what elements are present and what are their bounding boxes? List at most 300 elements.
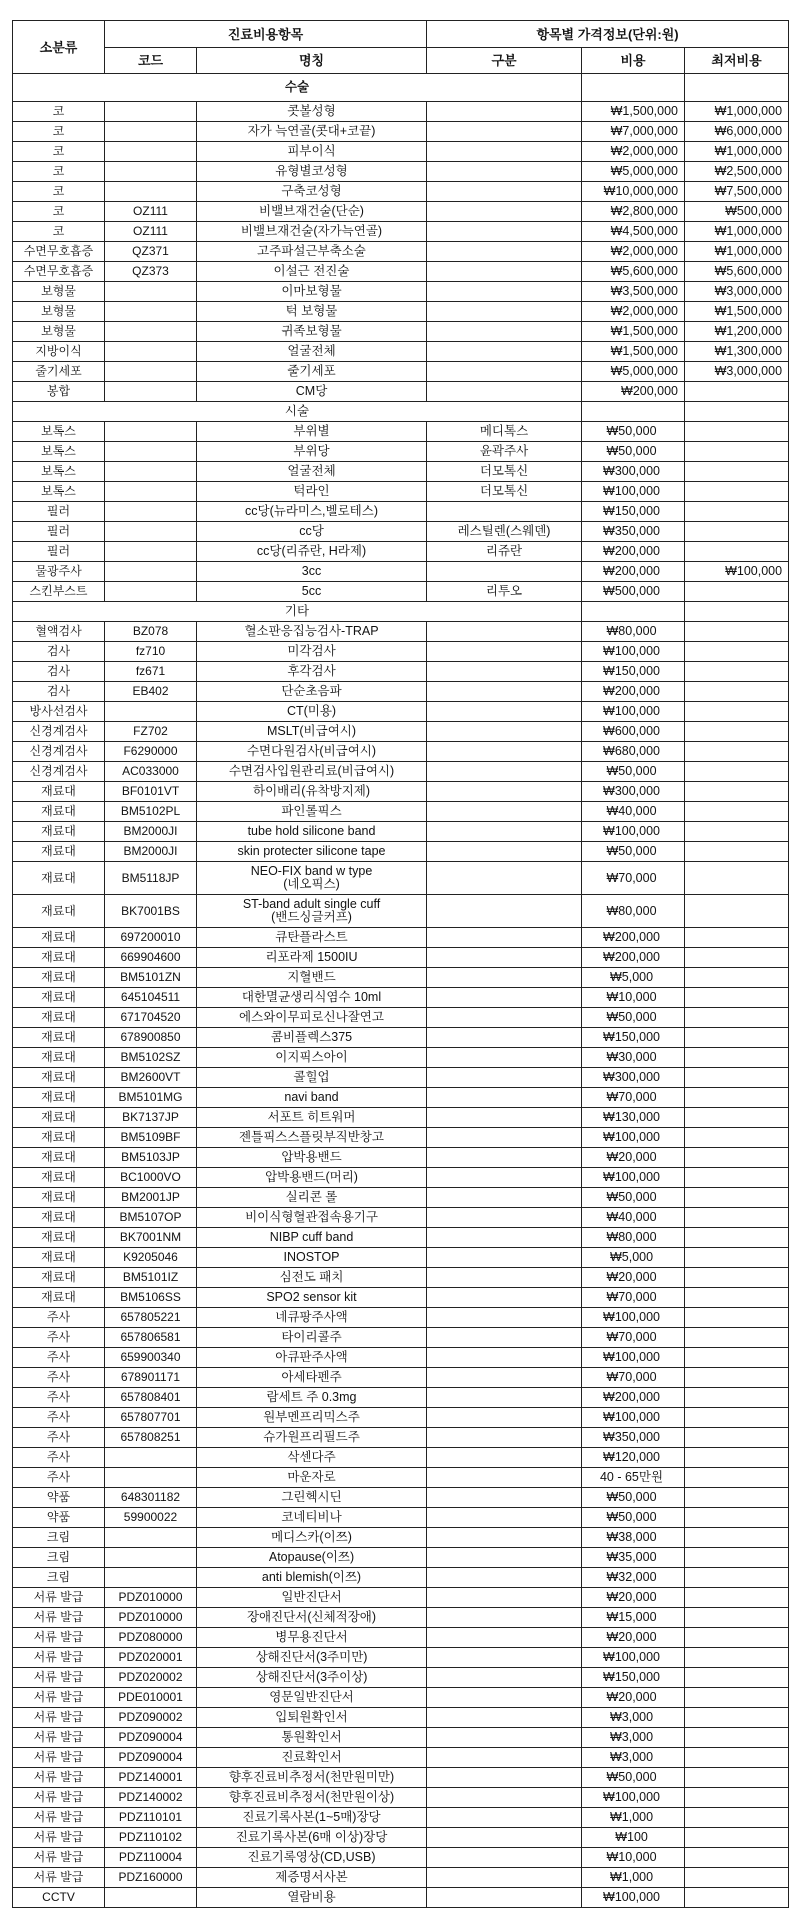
cell-name <box>197 895 427 928</box>
cell-type <box>427 1368 582 1388</box>
table-row <box>13 1688 789 1708</box>
cell-min <box>685 1828 789 1848</box>
cell-subcat: 주사 <box>13 1448 105 1468</box>
cell-min <box>685 482 789 502</box>
table-row <box>13 842 789 862</box>
cell-cost: ₩200,000 <box>582 382 685 402</box>
table-row <box>13 1428 789 1448</box>
cell-min <box>685 1688 789 1708</box>
cell-subcat: 주사 <box>13 1388 105 1408</box>
cell-subcat: 서류 발급 <box>13 1708 105 1728</box>
cell-subcat: 주사 <box>13 1408 105 1428</box>
cell-name: 상해진단서(3주미만) <box>197 1648 427 1668</box>
cell-min <box>685 1568 789 1588</box>
cell-name: 실리콘 롤 <box>197 1188 427 1208</box>
cell-cost <box>582 602 685 622</box>
table-row <box>13 1048 789 1068</box>
cell-type: 메디톡스 <box>427 422 582 442</box>
cell-code: BM2000JI <box>105 822 197 842</box>
cell-cost: ₩300,000 <box>582 1068 685 1088</box>
cell-name: 마운자로 <box>197 1468 427 1488</box>
cell-name: 5cc <box>197 582 427 602</box>
cell-name: 고주파설근부축소술 <box>197 242 427 262</box>
cell-cost: ₩1,500,000 <box>582 322 685 342</box>
cell-cost: ₩50,000 <box>582 1768 685 1788</box>
cell-code: 648301182 <box>105 1488 197 1508</box>
cell-code <box>105 162 197 182</box>
cell-type <box>427 1668 582 1688</box>
cell-min <box>685 988 789 1008</box>
cell-cost: ₩350,000 <box>582 522 685 542</box>
cell-min <box>685 822 789 842</box>
cell-type <box>427 1708 582 1728</box>
cell-type <box>427 1208 582 1228</box>
cell-name: 향후진료비추정서(천만원미만) <box>197 1768 427 1788</box>
cell-name: Atopause(이쯔) <box>197 1548 427 1568</box>
header-type: 구분 <box>427 48 582 74</box>
cell-cost: ₩100,000 <box>582 822 685 842</box>
cell-min <box>685 1448 789 1468</box>
cell-code <box>105 102 197 122</box>
cell-min <box>685 682 789 702</box>
cell-code: BM2001JP <box>105 1188 197 1208</box>
cell-name: 귀족보형물 <box>197 322 427 342</box>
cell-min <box>685 1488 789 1508</box>
cell-code: 697200010 <box>105 928 197 948</box>
cell-cost: ₩100,000 <box>582 1648 685 1668</box>
cell-min <box>685 1388 789 1408</box>
cell-code: 657805221 <box>105 1308 197 1328</box>
cell-type <box>427 1728 582 1748</box>
cell-name: SPO2 sensor kit <box>197 1288 427 1308</box>
cell-subcat: 코 <box>13 182 105 202</box>
table-row <box>13 1368 789 1388</box>
table-row <box>13 382 789 402</box>
cell-min: ₩1,200,000 <box>685 322 789 342</box>
cell-min: ₩1,500,000 <box>685 302 789 322</box>
cell-type <box>427 1768 582 1788</box>
table-row <box>13 1468 789 1488</box>
cell-type <box>427 342 582 362</box>
cell-cost: ₩5,000,000 <box>582 362 685 382</box>
cell-subcat: 재료대 <box>13 1268 105 1288</box>
table-row <box>13 1388 789 1408</box>
cell-min <box>685 948 789 968</box>
cell-name: 제증명서사본 <box>197 1868 427 1888</box>
cell-name: MSLT(비급여시) <box>197 722 427 742</box>
cell-name: 턱라인 <box>197 482 427 502</box>
cell-cost: ₩80,000 <box>582 622 685 642</box>
cell-cost: ₩2,800,000 <box>582 202 685 222</box>
cell-min: ₩6,000,000 <box>685 122 789 142</box>
cell-code: PDZ090004 <box>105 1748 197 1768</box>
table-row <box>13 1308 789 1328</box>
cell-subcat: 주사 <box>13 1468 105 1488</box>
cell-type <box>427 988 582 1008</box>
cell-code: EB402 <box>105 682 197 702</box>
cell-code: PDZ020001 <box>105 1648 197 1668</box>
price-table <box>12 20 789 1908</box>
cell-min <box>685 1588 789 1608</box>
cell-min <box>685 1288 789 1308</box>
cell-name-line2: (네오픽스) <box>283 877 340 891</box>
cell-code: BM5118JP <box>105 862 197 895</box>
cell-type: 더모톡신 <box>427 462 582 482</box>
cell-type <box>427 862 582 895</box>
cell-type <box>427 502 582 522</box>
cell-type <box>427 782 582 802</box>
cell-code <box>105 122 197 142</box>
cell-name: 이설근 전진술 <box>197 262 427 282</box>
cell-name: INOSTOP <box>197 1248 427 1268</box>
cell-subcat: 주사 <box>13 1428 105 1448</box>
cell-subcat: 재료대 <box>13 782 105 802</box>
cell-code: 678900850 <box>105 1028 197 1048</box>
cell-subcat: 크림 <box>13 1568 105 1588</box>
cell-name: 입퇴원확인서 <box>197 1708 427 1728</box>
cell-cost: ₩2,000,000 <box>582 142 685 162</box>
cell-subcat: 신경계검사 <box>13 762 105 782</box>
cell-type <box>427 1868 582 1888</box>
cell-cost: ₩130,000 <box>582 1108 685 1128</box>
cell-code: BM5106SS <box>105 1288 197 1308</box>
cell-code: BM5101ZN <box>105 968 197 988</box>
cell-type <box>427 1128 582 1148</box>
cell-min <box>685 1108 789 1128</box>
cell-min <box>685 1548 789 1568</box>
cell-min <box>685 602 789 622</box>
section-title: 수술 <box>13 74 582 102</box>
cell-code: PDZ140001 <box>105 1768 197 1788</box>
cell-subcat: 수면무호흡증 <box>13 242 105 262</box>
cell-type <box>427 262 582 282</box>
cell-type <box>427 122 582 142</box>
cell-subcat: 재료대 <box>13 842 105 862</box>
cell-cost: ₩80,000 <box>582 1228 685 1248</box>
cell-min <box>685 1168 789 1188</box>
cell-min: ₩1,000,000 <box>685 222 789 242</box>
cell-cost: ₩50,000 <box>582 1188 685 1208</box>
cell-cost: ₩100 <box>582 1828 685 1848</box>
table-row <box>13 202 789 222</box>
table-row <box>13 1248 789 1268</box>
cell-code: BZ078 <box>105 622 197 642</box>
cell-code: fz671 <box>105 662 197 682</box>
cell-subcat: 보형물 <box>13 322 105 342</box>
cell-min <box>685 1328 789 1348</box>
cell-name: 이마보형물 <box>197 282 427 302</box>
cell-code <box>105 322 197 342</box>
table-row <box>13 1168 789 1188</box>
cell-type <box>427 1548 582 1568</box>
cell-min <box>685 1748 789 1768</box>
table-row <box>13 482 789 502</box>
cell-cost: ₩100,000 <box>582 1408 685 1428</box>
cell-cost: ₩20,000 <box>582 1148 685 1168</box>
cell-type <box>427 1808 582 1828</box>
table-row <box>13 1088 789 1108</box>
cell-type <box>427 1488 582 1508</box>
cell-code <box>105 142 197 162</box>
cell-name: 비이식형혈관접속용기구 <box>197 1208 427 1228</box>
cell-name: NIBP cuff band <box>197 1228 427 1248</box>
cell-name: 비밸브재건술(자가늑연골) <box>197 222 427 242</box>
cell-code: K9205046 <box>105 1248 197 1268</box>
cell-min <box>685 1628 789 1648</box>
cell-type <box>427 282 582 302</box>
cell-cost: ₩200,000 <box>582 562 685 582</box>
cell-name: 열람비용 <box>197 1888 427 1908</box>
cell-name: 젠틀픽스스플릿부직반창고 <box>197 1128 427 1148</box>
cell-subcat: 코 <box>13 222 105 242</box>
cell-type <box>427 1108 582 1128</box>
cell-name: 진료확인서 <box>197 1748 427 1768</box>
cell-code <box>105 1528 197 1548</box>
cell-code: BM5109BF <box>105 1128 197 1148</box>
cell-subcat: 재료대 <box>13 1188 105 1208</box>
cell-min <box>685 522 789 542</box>
cell-cost: ₩3,000 <box>582 1748 685 1768</box>
cell-min <box>685 1468 789 1488</box>
cell-cost: ₩200,000 <box>582 948 685 968</box>
cell-name: 수면다원검사(비급여시) <box>197 742 427 762</box>
cell-code: BM5101IZ <box>105 1268 197 1288</box>
cell-name: 심전도 패치 <box>197 1268 427 1288</box>
cell-cost: ₩3,000 <box>582 1708 685 1728</box>
cell-cost: ₩50,000 <box>582 842 685 862</box>
cell-cost: ₩1,500,000 <box>582 102 685 122</box>
cell-subcat: 재료대 <box>13 928 105 948</box>
cell-code: BM2000JI <box>105 842 197 862</box>
cell-name: 진료기록사본(6매 이상)장당 <box>197 1828 427 1848</box>
table-row <box>13 1588 789 1608</box>
cell-cost: ₩100,000 <box>582 1308 685 1328</box>
cell-min <box>685 1048 789 1068</box>
cell-min <box>685 782 789 802</box>
cell-cost <box>582 402 685 422</box>
cell-subcat: 재료대 <box>13 1208 105 1228</box>
header-row-2 <box>13 48 789 74</box>
cell-cost: ₩680,000 <box>582 742 685 762</box>
table-row <box>13 662 789 682</box>
table-row <box>13 1228 789 1248</box>
table-row <box>13 622 789 642</box>
cell-code <box>105 282 197 302</box>
cell-subcat: 재료대 <box>13 1128 105 1148</box>
cell-code: BM5103JP <box>105 1148 197 1168</box>
table-row <box>13 782 789 802</box>
table-row <box>13 1028 789 1048</box>
cell-cost: ₩100,000 <box>582 1128 685 1148</box>
cell-type <box>427 1788 582 1808</box>
cell-subcat: 신경계검사 <box>13 722 105 742</box>
table-row <box>13 1548 789 1568</box>
cell-min <box>685 895 789 928</box>
cell-code: BM5107OP <box>105 1208 197 1228</box>
table-row <box>13 895 789 928</box>
cell-name: 큐탄플라스트 <box>197 928 427 948</box>
cell-name: cc당(리쥬란, H라제) <box>197 542 427 562</box>
table-row <box>13 1128 789 1148</box>
cell-code <box>105 1448 197 1468</box>
cell-type <box>427 1348 582 1368</box>
cell-subcat: 지방이식 <box>13 342 105 362</box>
table-row <box>13 262 789 282</box>
cell-name: 비밸브재건술(단순) <box>197 202 427 222</box>
cell-subcat: 재료대 <box>13 1008 105 1028</box>
cell-name: 후각검사 <box>197 662 427 682</box>
cell-subcat: 서류 발급 <box>13 1768 105 1788</box>
table-row <box>13 282 789 302</box>
cell-subcat: 재료대 <box>13 1228 105 1248</box>
table-row <box>13 1788 789 1808</box>
table-row <box>13 1628 789 1648</box>
cell-subcat: 서류 발급 <box>13 1688 105 1708</box>
cell-min: ₩1,300,000 <box>685 342 789 362</box>
table-row <box>13 1568 789 1588</box>
table-row <box>13 968 789 988</box>
cell-code: PDZ140002 <box>105 1788 197 1808</box>
cell-subcat: 크림 <box>13 1528 105 1548</box>
cell-type <box>427 1008 582 1028</box>
cell-cost: ₩40,000 <box>582 802 685 822</box>
cell-min <box>685 1268 789 1288</box>
cell-name: 수면검사입원관리료(비급여시) <box>197 762 427 782</box>
cell-code <box>105 562 197 582</box>
cell-subcat: 서류 발급 <box>13 1828 105 1848</box>
cell-type <box>427 382 582 402</box>
cell-subcat: 서류 발급 <box>13 1608 105 1628</box>
cell-name: 3cc <box>197 562 427 582</box>
cell-min <box>685 1228 789 1248</box>
cell-type <box>427 1088 582 1108</box>
cell-type <box>427 1308 582 1328</box>
cell-type <box>427 1628 582 1648</box>
cell-subcat: 재료대 <box>13 1168 105 1188</box>
cell-cost: ₩38,000 <box>582 1528 685 1548</box>
cell-min <box>685 862 789 895</box>
table-row <box>13 322 789 342</box>
cell-code: AC033000 <box>105 762 197 782</box>
cell-min: ₩2,500,000 <box>685 162 789 182</box>
cell-min <box>685 928 789 948</box>
cell-type <box>427 802 582 822</box>
cell-type <box>427 642 582 662</box>
cell-min: ₩1,000,000 <box>685 242 789 262</box>
cell-subcat: 서류 발급 <box>13 1868 105 1888</box>
cell-code: BF0101VT <box>105 782 197 802</box>
cell-name: 아큐판주사액 <box>197 1348 427 1368</box>
cell-min <box>685 1608 789 1628</box>
cell-subcat: 검사 <box>13 662 105 682</box>
cell-name: tube hold silicone band <box>197 822 427 842</box>
cell-type <box>427 1328 582 1348</box>
cell-code <box>105 1468 197 1488</box>
cell-type <box>427 222 582 242</box>
cell-code: QZ373 <box>105 262 197 282</box>
cell-cost: ₩5,600,000 <box>582 262 685 282</box>
cell-min <box>685 1148 789 1168</box>
cell-name: navi band <box>197 1088 427 1108</box>
cell-type <box>427 1248 582 1268</box>
cell-min <box>685 1788 789 1808</box>
table-row <box>13 1188 789 1208</box>
cell-min <box>685 1648 789 1668</box>
header-cost: 비용 <box>582 48 685 74</box>
cell-code: 657807701 <box>105 1408 197 1428</box>
cell-subcat: 신경계검사 <box>13 742 105 762</box>
cell-cost: ₩5,000,000 <box>582 162 685 182</box>
cell-subcat: 재료대 <box>13 1068 105 1088</box>
cell-name: 하이배리(유착방지제) <box>197 782 427 802</box>
cell-type <box>427 948 582 968</box>
table-row <box>13 1408 789 1428</box>
cell-cost: ₩30,000 <box>582 1048 685 1068</box>
cell-subcat: 방사선검사 <box>13 702 105 722</box>
cell-min <box>685 802 789 822</box>
table-row <box>13 362 789 382</box>
cell-cost: ₩7,000,000 <box>582 122 685 142</box>
cell-type <box>427 1168 582 1188</box>
table-row <box>13 1068 789 1088</box>
cell-name: 압박용밴드(머리) <box>197 1168 427 1188</box>
table-row <box>13 822 789 842</box>
cell-subcat: 코 <box>13 162 105 182</box>
header-row-1 <box>13 21 789 48</box>
cell-code: PDZ110101 <box>105 1808 197 1828</box>
cell-cost: ₩200,000 <box>582 928 685 948</box>
cell-type <box>427 1508 582 1528</box>
cell-name: 코네티비나 <box>197 1508 427 1528</box>
header-subcat: 소분류 <box>13 21 105 74</box>
cell-name: CM당 <box>197 382 427 402</box>
cell-cost: ₩5,000 <box>582 1248 685 1268</box>
cell-code <box>105 382 197 402</box>
cell-min <box>685 502 789 522</box>
cell-min <box>685 1248 789 1268</box>
table-row <box>13 302 789 322</box>
cell-type <box>427 1528 582 1548</box>
cell-subcat: 재료대 <box>13 1088 105 1108</box>
cell-code: 678901171 <box>105 1368 197 1388</box>
cell-subcat: 봉합 <box>13 382 105 402</box>
cell-min <box>685 622 789 642</box>
cell-cost: ₩1,000 <box>582 1868 685 1888</box>
table-row <box>13 142 789 162</box>
cell-code <box>105 302 197 322</box>
table-row <box>13 1508 789 1528</box>
cell-code: fz710 <box>105 642 197 662</box>
cell-min <box>685 742 789 762</box>
cell-subcat: 재료대 <box>13 988 105 1008</box>
cell-cost: ₩20,000 <box>582 1628 685 1648</box>
cell-cost: ₩100,000 <box>582 1888 685 1908</box>
cell-min <box>685 968 789 988</box>
cell-min <box>685 1668 789 1688</box>
cell-min <box>685 582 789 602</box>
cell-type <box>427 162 582 182</box>
cell-cost: ₩150,000 <box>582 1668 685 1688</box>
table-row <box>13 1768 789 1788</box>
cell-cost: ₩20,000 <box>582 1588 685 1608</box>
cell-type <box>427 968 582 988</box>
cell-min: ₩5,600,000 <box>685 262 789 282</box>
table-row <box>13 702 789 722</box>
cell-subcat: 재료대 <box>13 1108 105 1128</box>
cell-name: 단순초음파 <box>197 682 427 702</box>
cell-name: 삭센다주 <box>197 1448 427 1468</box>
cell-cost: ₩150,000 <box>582 502 685 522</box>
